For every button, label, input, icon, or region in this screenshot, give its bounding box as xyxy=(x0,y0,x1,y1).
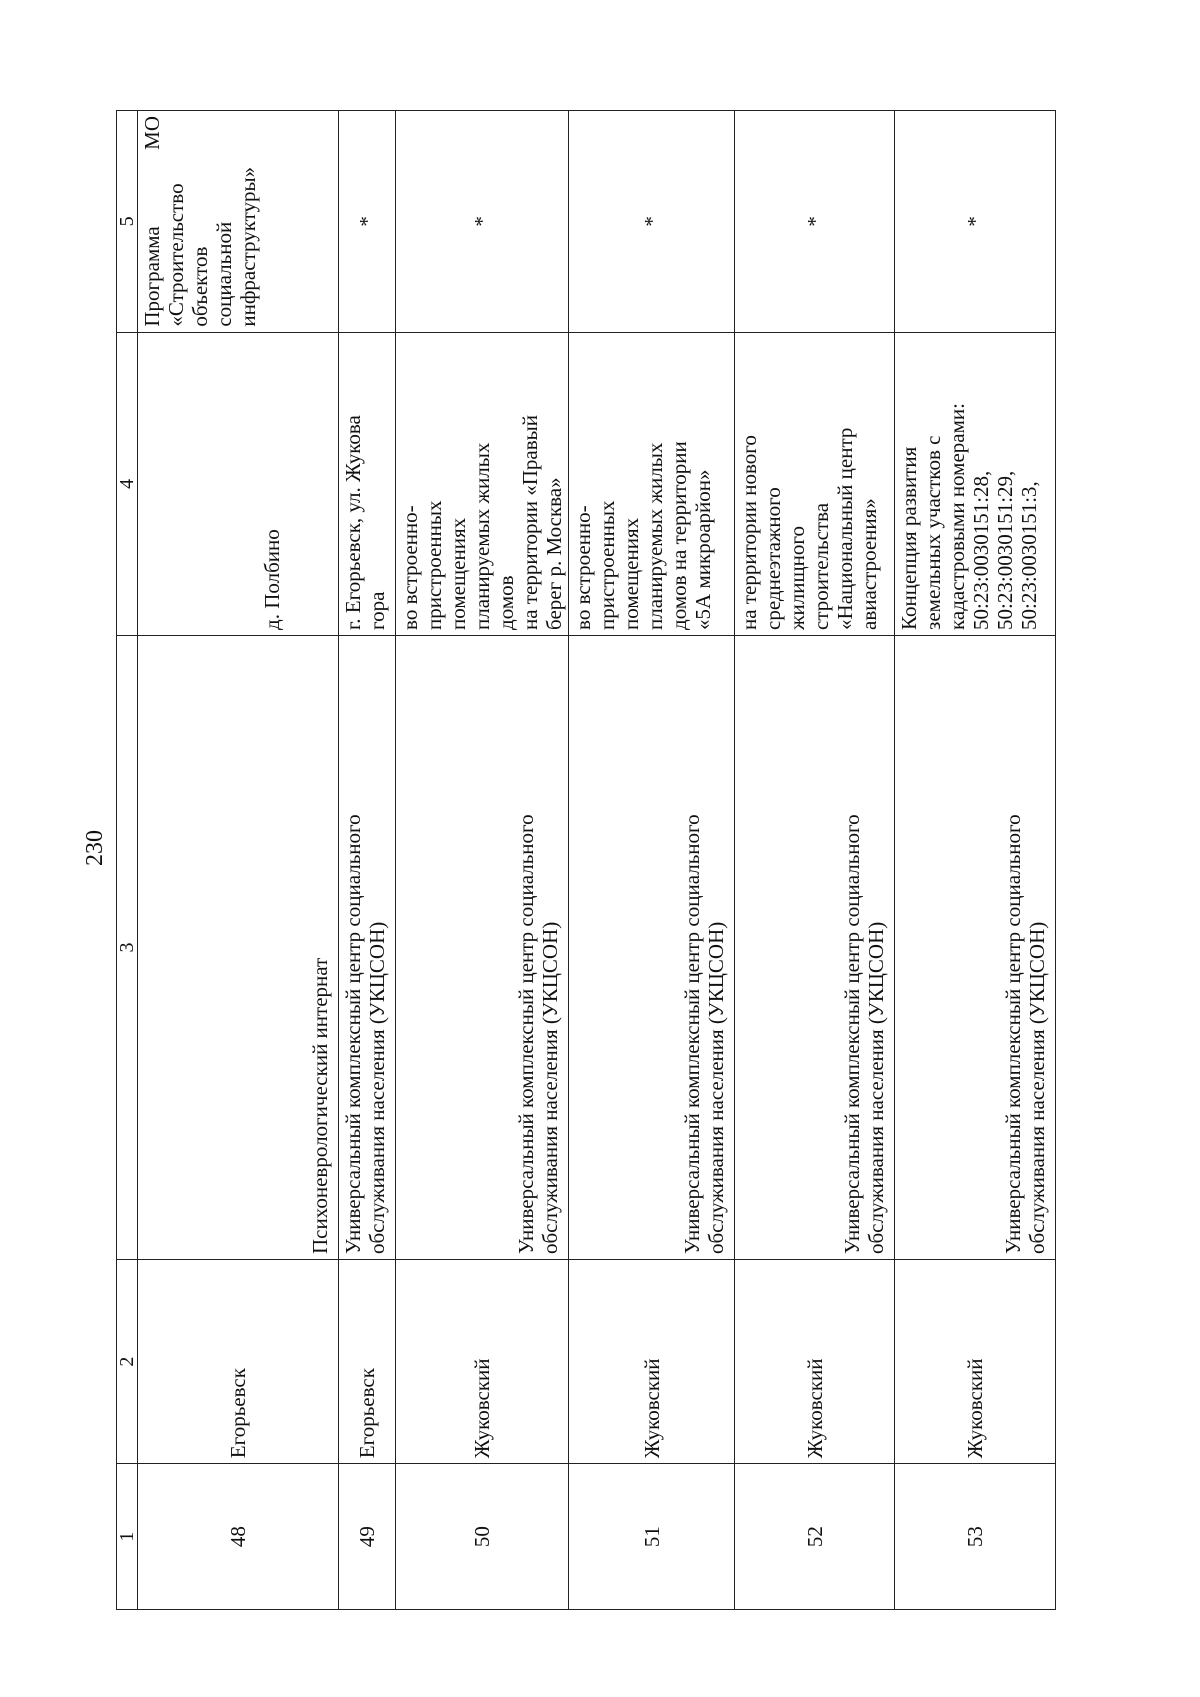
program-mo: МО xyxy=(140,116,165,150)
row-number-cell: 53 xyxy=(895,1464,1056,1610)
cell-text-line: социальной xyxy=(212,221,237,327)
cell-text-line: домов xyxy=(493,575,518,630)
cell-text-line: на территории «Правый xyxy=(517,415,542,630)
cell-text-line: инфраструктуры» xyxy=(236,166,261,327)
program-cell xyxy=(569,111,735,333)
row-number-cell: 49 xyxy=(338,1464,395,1610)
cell-text-line xyxy=(212,338,236,630)
cell-text-line: 50:23:0030151:29, xyxy=(993,470,1018,630)
cell-text-line: среднеэтажного xyxy=(760,487,785,630)
location-cell xyxy=(338,332,395,635)
cell-text-line xyxy=(188,338,212,630)
row-number-cell: 48 xyxy=(138,1464,339,1610)
program-cell xyxy=(895,111,1056,333)
cell-text-line: помещениях xyxy=(445,517,470,630)
cell-text-line: жилищного xyxy=(784,525,809,630)
column-header: 5 xyxy=(117,111,138,333)
cell-text-line: Психоневрологический интернат xyxy=(307,957,332,1255)
facility-name-cell xyxy=(734,635,895,1259)
program-cell xyxy=(734,111,895,333)
cell-text-line: Концепция развития xyxy=(897,446,922,630)
cell-text-line: пристроенных xyxy=(595,500,620,630)
municipality-cell: Жуковский xyxy=(734,1260,895,1464)
table-row xyxy=(138,111,339,1610)
cell-text-line: Универсальный комплексный центр социального xyxy=(679,814,704,1255)
cell-text-line: гора xyxy=(364,591,389,630)
cell-text-line: * xyxy=(802,216,827,227)
program-cell xyxy=(138,111,339,333)
table-row xyxy=(895,111,1056,1610)
row-number-cell: 51 xyxy=(569,1464,735,1610)
cell-text-line: Универсальный комплексный центр социального xyxy=(514,814,539,1255)
municipality-cell: Егорьевск xyxy=(338,1260,395,1464)
cell-text-line: 50:23:0030151:28, xyxy=(969,470,994,630)
location-cell xyxy=(138,332,339,635)
column-header: 1 xyxy=(117,1464,138,1610)
cell-text-line: планируемых жилых xyxy=(643,442,668,630)
cell-text-line: обслуживания населения (УКЦСОН) xyxy=(538,921,563,1255)
cell-text-line: г. Егорьевск, ул. Жукова xyxy=(340,415,365,630)
cell-text-line: «Национальный центр xyxy=(832,427,857,630)
cell-text-line: обслуживания населения (УКЦСОН) xyxy=(864,921,889,1255)
program-word: Программа xyxy=(140,226,165,327)
cell-text-line: земельных участков с xyxy=(921,435,946,630)
cell-text-line xyxy=(236,338,260,630)
cell-text-line: обслуживания населения (УКЦСОН) xyxy=(364,921,389,1255)
location-cell xyxy=(569,332,735,635)
cell-text-line: планируемых жилых xyxy=(469,442,494,630)
cell-text-line: * xyxy=(354,216,379,227)
cell-text-line: во встроенно- xyxy=(397,505,422,630)
column-header: 2 xyxy=(117,1260,138,1464)
cell-text-line: помещениях xyxy=(619,517,644,630)
cell-text-line xyxy=(164,338,188,630)
cell-text-line: кадастровыми номерами: xyxy=(945,403,970,630)
program-cell xyxy=(395,111,569,333)
column-number-row xyxy=(117,111,138,1610)
cell-text-line: * xyxy=(470,216,495,227)
cell-text-line: строительства xyxy=(808,502,833,630)
cell-text-line: Универсальный комплексный центр социального xyxy=(340,814,365,1255)
cell-text-line: * xyxy=(639,216,664,227)
cell-text-line: обслуживания населения (УКЦСОН) xyxy=(703,921,728,1255)
cell-text-line: 50:23:0030151:3, xyxy=(1017,481,1042,630)
row-number-cell: 50 xyxy=(395,1464,569,1610)
program-heading xyxy=(140,116,164,327)
municipality-cell: Жуковский xyxy=(895,1260,1056,1464)
location-cell xyxy=(395,332,569,635)
column-header: 3 xyxy=(117,635,138,1259)
social-facilities-table xyxy=(116,110,1056,1610)
cell-text-line: берег р. Москва» xyxy=(541,477,566,630)
facility-name-cell xyxy=(895,635,1056,1259)
location-cell xyxy=(895,332,1056,635)
cell-text-line: на территории нового xyxy=(736,435,761,630)
cell-text-line: «Строительство xyxy=(164,183,189,327)
column-header: 4 xyxy=(117,332,138,635)
facility-name-cell xyxy=(569,635,735,1259)
table-row xyxy=(338,111,395,1610)
facility-name-cell xyxy=(338,635,395,1259)
cell-text-line: Универсальный комплексный центр социального xyxy=(840,814,865,1255)
row-number-cell: 52 xyxy=(734,1464,895,1610)
cell-text-line: объектов xyxy=(188,246,213,327)
facility-name-cell xyxy=(138,635,339,1259)
municipality-cell: Егорьевск xyxy=(138,1260,339,1464)
cell-text-line: Универсальный комплексный центр социального xyxy=(1001,814,1025,1255)
cell-text-line: д. Полбино xyxy=(260,529,285,630)
municipality-cell: Жуковский xyxy=(569,1260,735,1464)
page-number: 230 xyxy=(82,830,108,866)
cell-text-line: обслуживания населения (УКЦСОН) xyxy=(1025,921,1049,1255)
cell-text-line: * xyxy=(963,216,988,227)
program-cell xyxy=(338,111,395,333)
table-row xyxy=(569,111,735,1610)
municipality-cell: Жуковский xyxy=(395,1260,569,1464)
cell-text-line: пристроенных xyxy=(421,500,446,630)
cell-text-line: домов на территории xyxy=(667,441,692,630)
cell-text-line: авиастроения» xyxy=(856,498,881,630)
table-row xyxy=(395,111,569,1610)
document-table-sheet xyxy=(116,110,1056,1610)
cell-text-line xyxy=(140,338,164,630)
cell-text-line: «5А микроарйон» xyxy=(691,469,716,630)
table-row xyxy=(734,111,895,1610)
facility-name-cell xyxy=(395,635,569,1259)
location-cell xyxy=(734,332,895,635)
cell-text-line: во встроенно- xyxy=(571,505,596,630)
